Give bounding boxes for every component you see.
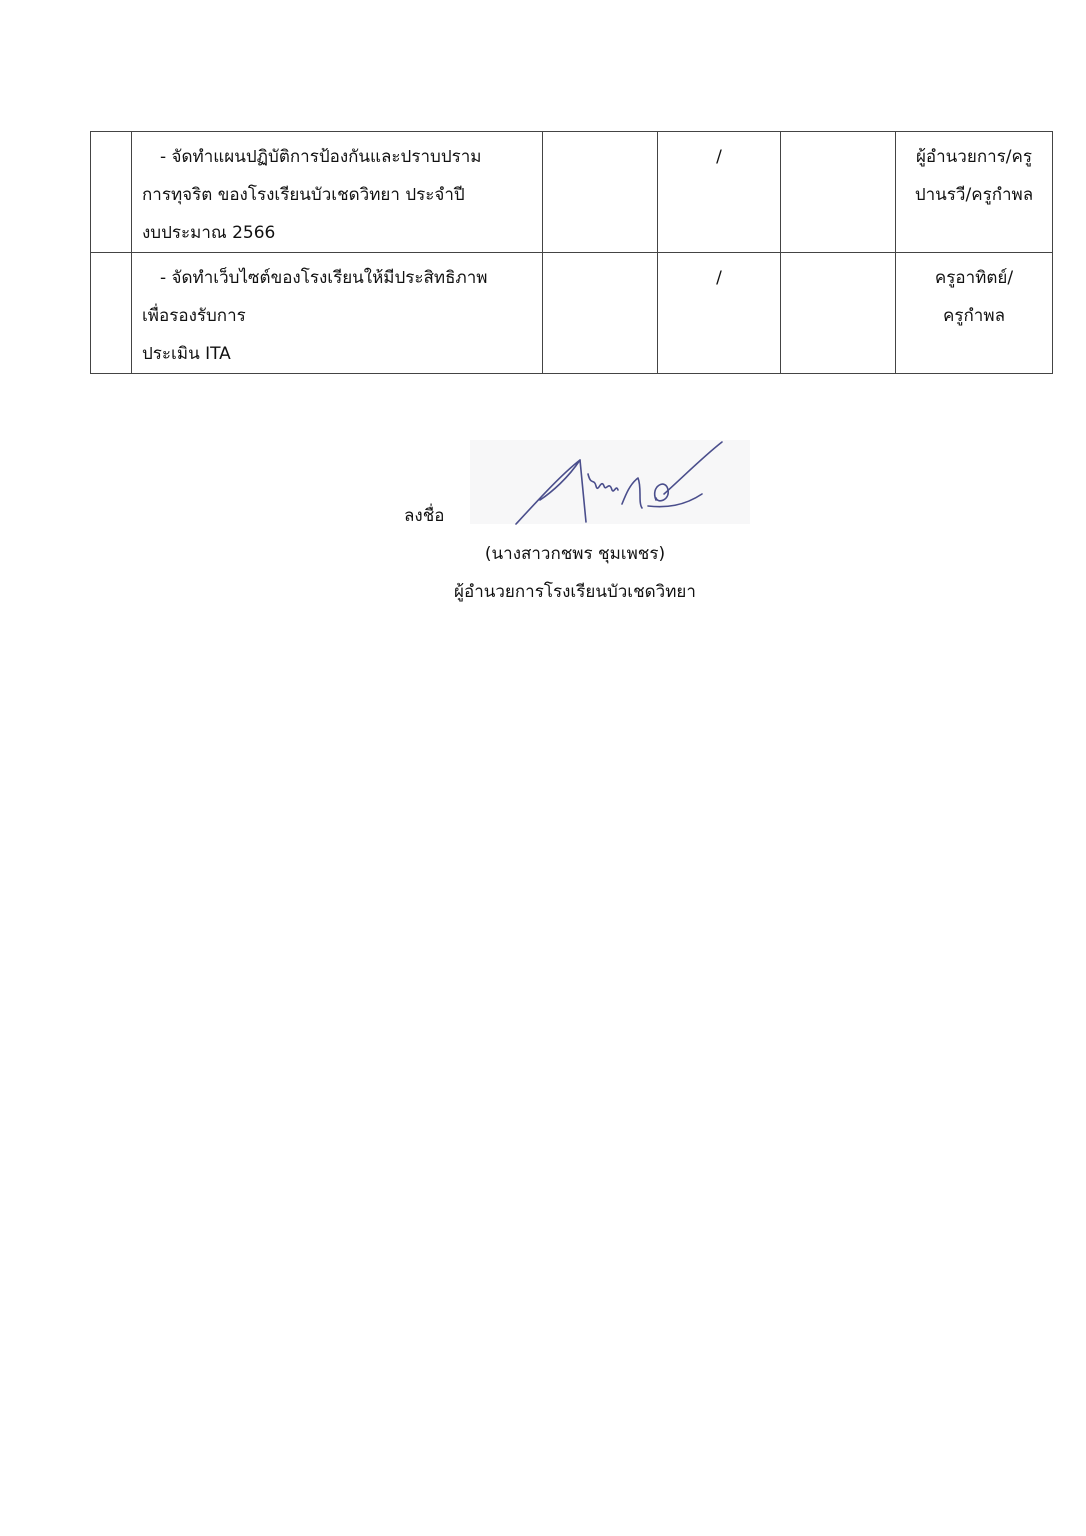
- responsible-cell: [896, 253, 1053, 374]
- task-line: - จัดทำเว็บไซต์ของโรงเรียนให้มีประสิทธิภาพ: [160, 268, 488, 288]
- signer-title: ผู้อำนวยการโรงเรียนบัวเชดวิทยา: [454, 582, 696, 602]
- task-line: ประเมิน ITA: [142, 344, 231, 364]
- responsible-line: ครูอาทิตย์/: [934, 268, 1014, 288]
- index-cell: [91, 253, 132, 374]
- period-cell-b: /: [658, 132, 781, 253]
- period-cell-b: /: [658, 253, 781, 374]
- task-line: งบประมาณ 2566: [142, 223, 276, 243]
- signer-name: (นางสาวกชพร ชุมเพชร): [484, 544, 666, 564]
- plan-table: [90, 131, 1053, 374]
- index-cell: [91, 132, 132, 253]
- task-line: การทุจริต ของโรงเรียนบัวเชดวิทยา ประจำปี: [142, 185, 465, 205]
- period-cell-a: [543, 253, 658, 374]
- responsible-line: ครูกำพล: [943, 306, 1005, 326]
- task-line: เพื่อรองรับการ: [142, 306, 246, 326]
- responsible-line: ปานรวี/ครูกำพล: [914, 185, 1034, 205]
- signature-block: [0, 430, 1086, 630]
- sign-label: ลงชื่อ: [404, 506, 445, 526]
- period-cell-a: [543, 132, 658, 253]
- period-cell-c: [781, 132, 896, 253]
- responsible-cell: [896, 132, 1053, 253]
- task-cell: [132, 253, 543, 374]
- task-cell: [132, 132, 543, 253]
- task-line: - จัดทำแผนปฏิบัติการป้องกันและปราบปราม: [160, 147, 482, 167]
- handwritten-signature: [470, 434, 750, 526]
- period-cell-c: [781, 253, 896, 374]
- table-row: [91, 132, 1053, 253]
- responsible-line: ผู้อำนวยการ/ครู: [915, 147, 1033, 167]
- table-row: [91, 253, 1053, 374]
